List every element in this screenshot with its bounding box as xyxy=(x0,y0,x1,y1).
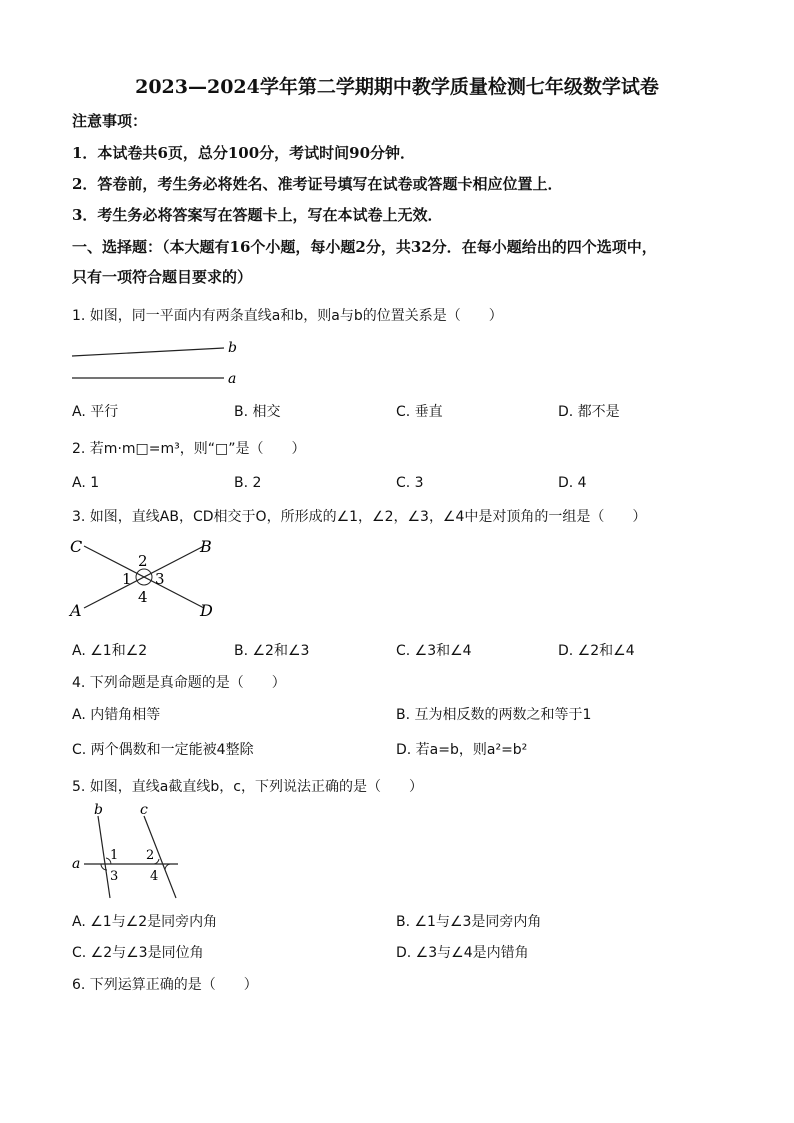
section-heading-cont: 只有一项符合题目要求的） xyxy=(72,268,253,286)
parallel-lines-figure xyxy=(68,336,248,388)
option[interactable]: C. 两个偶数和一定能被4整除 xyxy=(72,742,254,758)
angle-label-2: 2 xyxy=(138,552,148,570)
section-heading: 一、选择题：（本大题有16个小题，每小题2分，共32分．在每小题给出的四个选项中， xyxy=(72,238,657,256)
question-stem: 6. 下列运算正确的是（ ） xyxy=(72,977,258,993)
option[interactable]: B. 2 xyxy=(234,475,262,491)
option[interactable]: A. 内错角相等 xyxy=(72,707,161,723)
option[interactable]: B. ∠2和∠3 xyxy=(234,643,310,659)
label-a: a xyxy=(72,856,81,872)
option[interactable]: D. ∠3与∠4是内错角 xyxy=(396,945,529,961)
notice-heading: 注意事项： xyxy=(72,112,148,130)
question-stem: 4. 下列命题是真命题的是（ ） xyxy=(72,675,286,691)
option[interactable]: A. ∠1与∠2是同旁内角 xyxy=(72,914,218,930)
notice-item: 2．答卷前，考生务必将姓名、准考证号填写在试卷或答题卡相应位置上． xyxy=(72,175,563,193)
question-stem: 1. 如图，同一平面内有两条直线a和b，则a与b的位置关系是（ ） xyxy=(72,308,503,324)
transversal-figure xyxy=(66,800,196,902)
option[interactable]: A. 平行 xyxy=(72,404,119,420)
angle-mark-2 xyxy=(154,859,159,864)
option[interactable]: B. 互为相反数的两数之和等于1 xyxy=(396,707,592,723)
option[interactable]: C. ∠2与∠3是同位角 xyxy=(72,945,204,961)
intersecting-lines-figure xyxy=(66,536,226,622)
label-c: c xyxy=(140,802,148,818)
label-b: b xyxy=(94,802,103,818)
question-stem: 3. 如图，直线AB，CD相交于O，所形成的∠1，∠2，∠3，∠4中是对顶角的一组是（ ） xyxy=(72,509,647,525)
line-b xyxy=(72,348,224,356)
notice-item: 3．考生务必将答案写在答题卡上，写在本试卷上无效． xyxy=(72,206,443,224)
option[interactable]: D. 若a=b，则a²=b² xyxy=(396,742,528,758)
line-b xyxy=(98,816,110,898)
option[interactable]: C. 3 xyxy=(396,475,424,491)
label-a: A xyxy=(70,601,82,620)
option[interactable]: D. ∠2和∠4 xyxy=(558,643,635,659)
angle-label-2: 2 xyxy=(146,848,155,863)
label-a: a xyxy=(228,371,237,387)
option[interactable]: C. ∠3和∠4 xyxy=(396,643,472,659)
label-d: D xyxy=(200,601,213,620)
notice-item: 1．本试卷共6页，总分100分，考试时间90分钟． xyxy=(72,144,416,162)
angle-label-1: 1 xyxy=(110,848,119,863)
angle-label-3: 3 xyxy=(155,570,165,588)
option[interactable]: B. ∠1与∠3是同旁内角 xyxy=(396,914,542,930)
angle-label-1: 1 xyxy=(122,570,132,588)
page-title: 2023—2024学年第二学期期中教学质量检测七年级数学试卷 xyxy=(135,76,659,98)
option[interactable]: B. 相交 xyxy=(234,404,281,420)
option[interactable]: D. 都不是 xyxy=(558,404,620,420)
label-b: b xyxy=(228,340,237,356)
question-stem: 2. 若m·m□=m³，则“□”是（ ） xyxy=(72,441,306,457)
angle-label-4: 4 xyxy=(138,588,148,606)
option[interactable]: C. 垂直 xyxy=(396,404,443,420)
label-b: B xyxy=(200,537,212,556)
question-stem: 5. 如图，直线a截直线b，c，下列说法正确的是（ ） xyxy=(72,779,423,795)
angle-mark-4 xyxy=(165,864,170,870)
option[interactable]: A. 1 xyxy=(72,475,100,491)
option[interactable]: A. ∠1和∠2 xyxy=(72,643,148,659)
option[interactable]: D. 4 xyxy=(558,475,587,491)
label-c: C xyxy=(70,537,83,556)
angle-label-3: 3 xyxy=(110,869,119,884)
angle-label-4: 4 xyxy=(150,869,159,884)
